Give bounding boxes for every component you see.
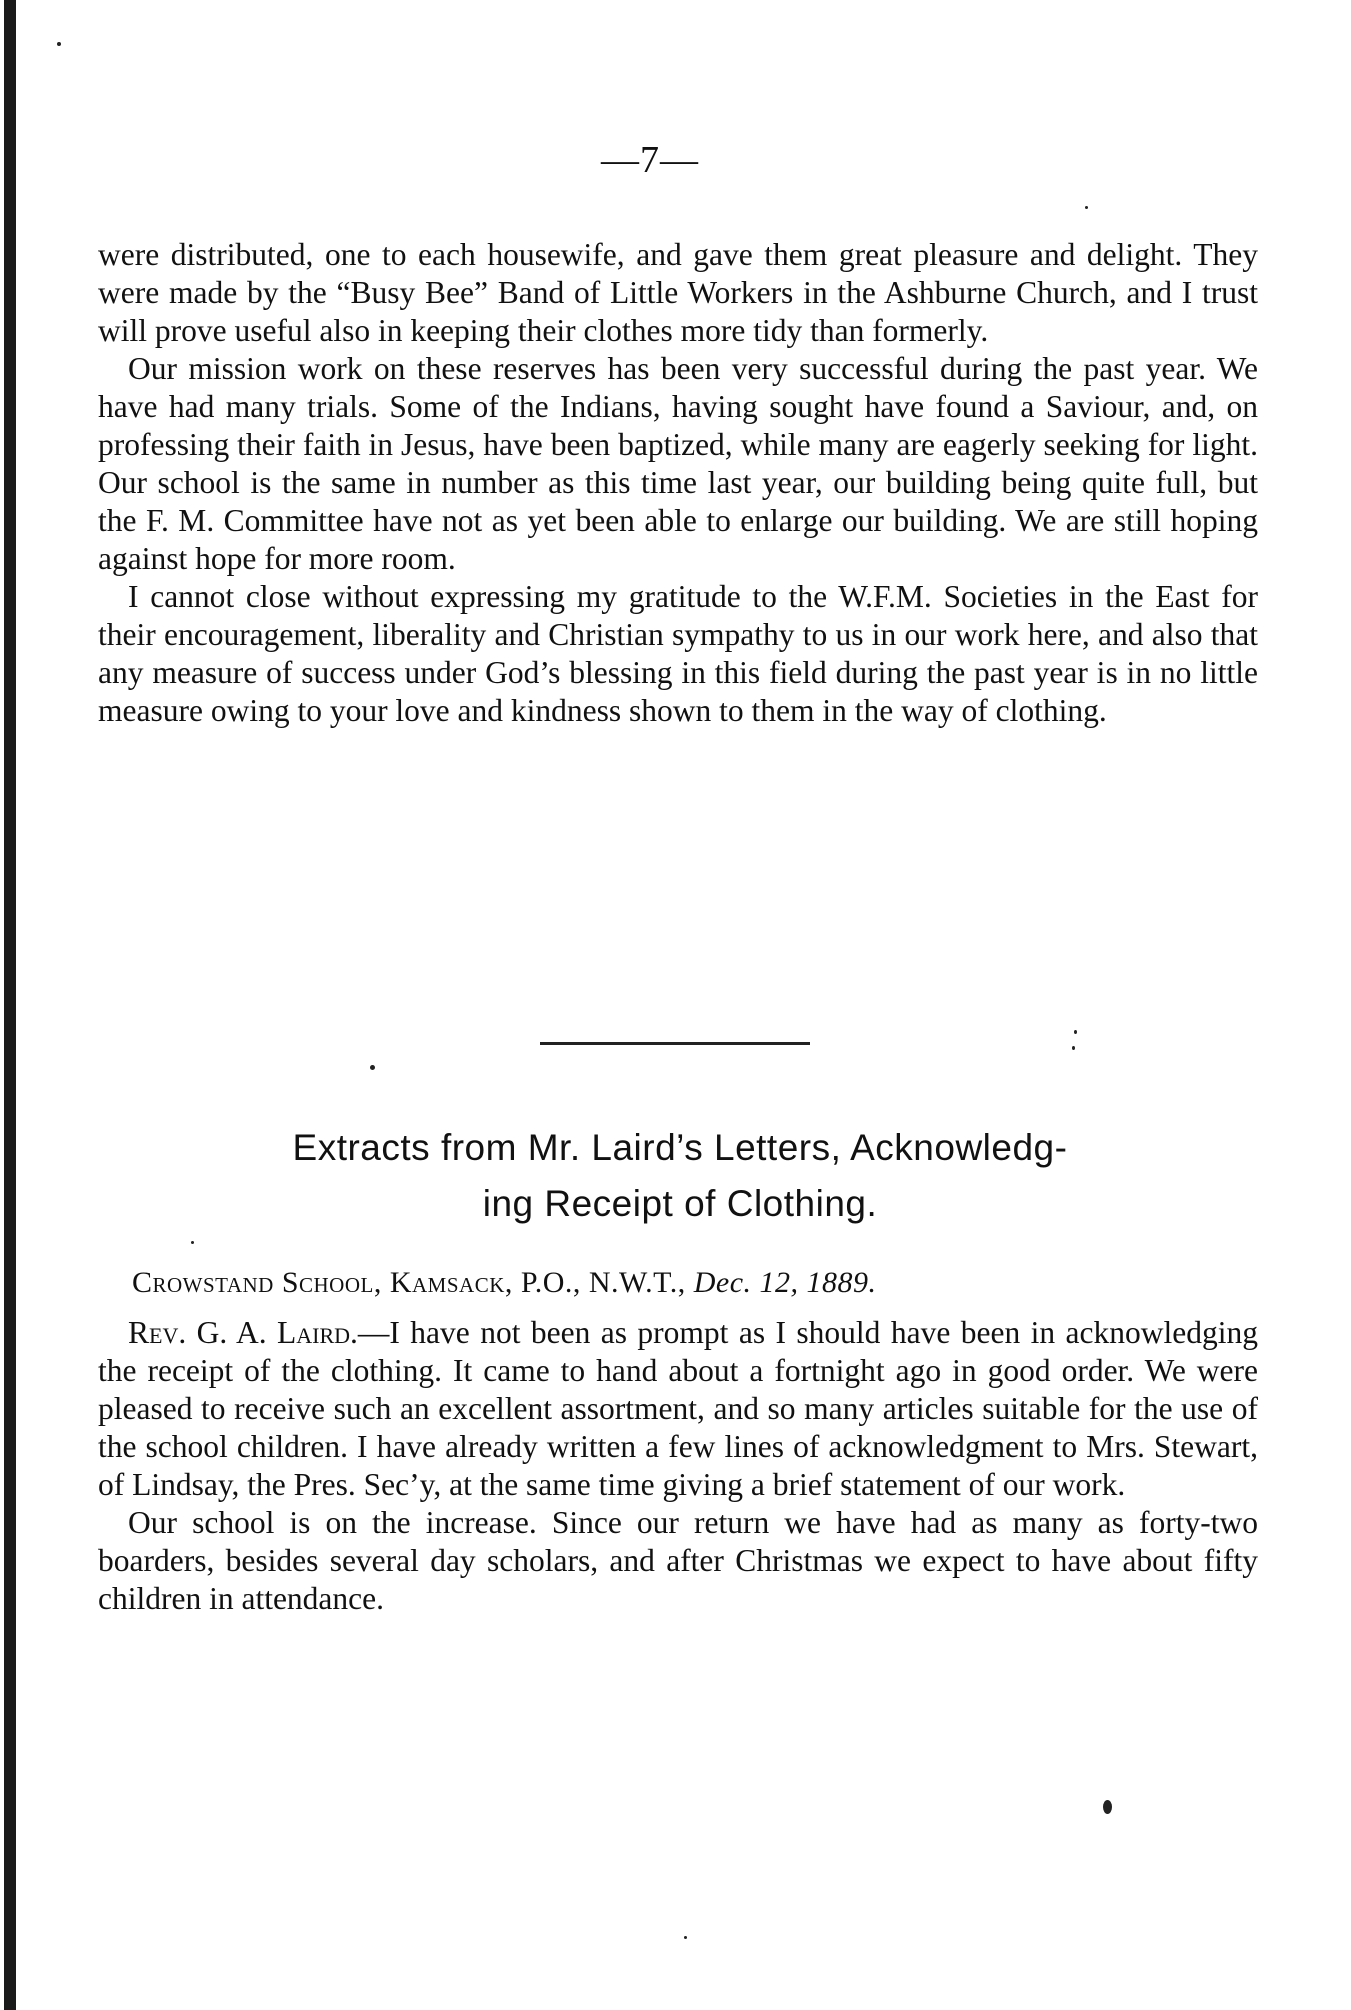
- salutation: Rev. G. A. Laird.: [128, 1315, 358, 1350]
- ink-speck: [1072, 1046, 1075, 1050]
- dateline-place: Crowstand School, Kamsack, P.O., N.W.T.,: [132, 1266, 694, 1299]
- paragraph: Our school is on the increase. Since our return we have had as many as forty-two boarders, besides several day scholars, and after Christmas we expect to have about fifty children in attendance.: [98, 1505, 1258, 1616]
- section-heading-line: Extracts from Mr. Laird’s Letters, Acknowledg-: [292, 1127, 1068, 1168]
- letter-dateline: [132, 1266, 1262, 1300]
- dateline-date: Dec. 12, 1889.: [693, 1266, 877, 1299]
- paragraph: I cannot close without expressing my gratitude to the W.F.M. Societies in the East for their encouragement, liberality and Christian sympathy to us in our work here, and also that any measure of success under God’s blessing in this field during the past year is in no little measure owing to your love and kindness shown to them in the way of clothing.: [98, 579, 1258, 728]
- paragraph: were distributed, one to each housewife, and gave them great pleasure and delight. They were made by the “Busy Bee” Band of Little Workers in the Ashburne Church, and I trust will prove useful also in keeping their clothes more tidy than formerly.: [98, 237, 1258, 348]
- paragraph: Our mission work on these reserves has been very successful during the past year. We have had many trials. Some of the Indians, having sought have found a Saviour, and, on professing their faith in Jesus, have been baptized, while many are eagerly seeking for light. Our school is the same in number as this time last year, our building being quite full, but the F. M. Committee have not as yet been able to enlarge our building. We are still hoping against hope for more room.: [98, 351, 1258, 576]
- ink-speck: [191, 1241, 194, 1244]
- ink-speck: [684, 1936, 687, 1939]
- letter-text: [98, 1314, 1258, 1618]
- section-heading: [90, 1120, 1270, 1232]
- ink-speck: [370, 1065, 375, 1070]
- section-divider: [540, 1042, 810, 1045]
- paragraph-text: —I have not been as prompt as I should have been in acknowledging the receipt of the clothing. It came to hand about a fortnight ago in good order. We were pleased to receive such an excellent assortment, and so many articles suitable for the use of the school children. I have already written a few lines of acknowledgment to Mrs. Stewart, of Lindsay, the Pres. Sec’y, at the same time giving a brief statement of our work.: [98, 1315, 1258, 1502]
- ink-speck: [57, 42, 61, 46]
- section-heading-line: ing Receipt of Clothing.: [482, 1183, 878, 1224]
- ink-speck: [1085, 206, 1088, 209]
- page-binding-edge: [4, 0, 16, 2010]
- continuation-text: [98, 236, 1258, 730]
- paragraph: [98, 1314, 1258, 1504]
- ink-speck: [1074, 1030, 1077, 1034]
- page-number: —7—: [601, 139, 699, 181]
- ink-speck: [1103, 1800, 1112, 1814]
